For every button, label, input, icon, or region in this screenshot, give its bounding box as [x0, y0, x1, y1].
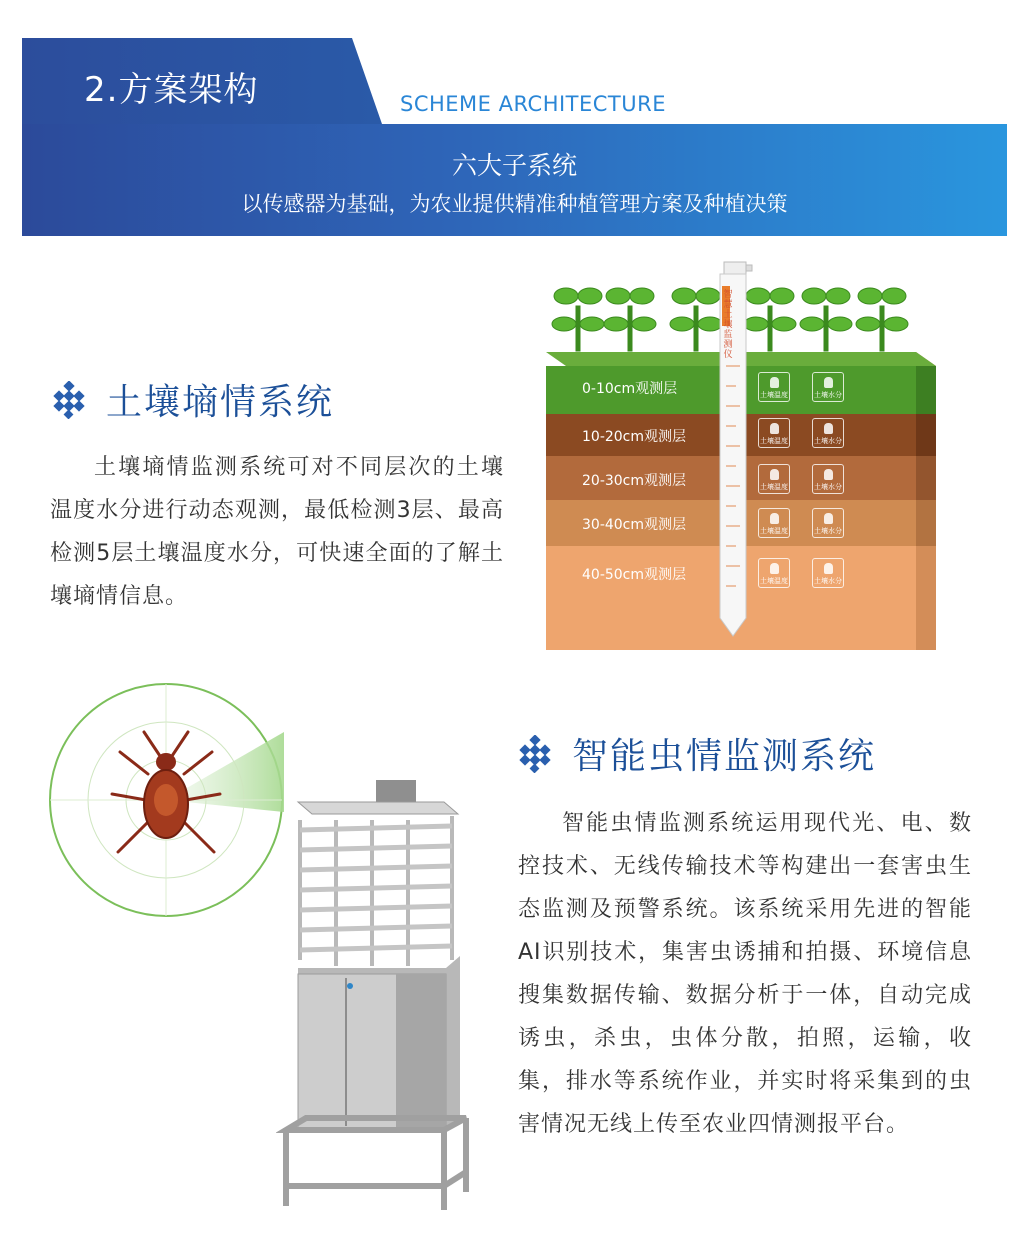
soil-water-badge: 土壤水分: [812, 558, 844, 588]
banner-subtitle: 六大子系统: [451, 151, 577, 180]
soil-water-badge: 土壤水分: [812, 418, 844, 448]
soil-water-badge: 土壤水分: [812, 508, 844, 538]
soil-temp-badge: 土壤温度: [758, 372, 790, 402]
soil-temp-badge: 土壤温度: [758, 508, 790, 538]
soil-water-badge: 土壤水分: [812, 372, 844, 402]
section-title: 2.方案架构: [84, 70, 259, 110]
layer-label-0-10: 0-10cm观测层: [582, 381, 678, 397]
soil-water-badge: 土壤水分: [812, 464, 844, 494]
soil-heading: [50, 374, 334, 425]
insect-trap-device: [276, 780, 472, 1212]
dot-grid-icon: [516, 735, 554, 773]
banner-description: 以传感器为基础，为农业提供精准种植管理方案及种植决策: [241, 192, 788, 216]
layer-label-40-50: 40-50cm观测层: [582, 567, 687, 583]
soil-temp-badge: 土壤温度: [758, 418, 790, 448]
soil-temp-badge: 土壤温度: [758, 464, 790, 494]
insect-target-illustration: [48, 682, 284, 918]
soil-description: 土壤墒情监测系统可对不同层次的土壤温度水分进行动态观测，最低检测3层、最高检测5层土壤温度水分，可快速全面的了解土壤墒情信息。: [50, 455, 504, 609]
layer-label-30-40: 30-40cm观测层: [582, 517, 687, 533]
soil-heading-text: 土壤墒情系统: [106, 382, 335, 423]
insect-heading: [516, 728, 876, 779]
section-title-english: SCHEME ARCHITECTURE: [400, 92, 666, 116]
soil-temp-badge: 土壤温度: [758, 558, 790, 588]
layer-label-20-30: 20-30cm观测层: [582, 473, 687, 489]
layer-label-10-20: 10-20cm观测层: [582, 429, 687, 445]
dot-grid-icon: [50, 381, 88, 419]
insect-heading-text: 智能虫情监测系统: [572, 736, 877, 777]
header-banner: [22, 38, 1007, 236]
probe-label: 智慧土壤监测仪: [723, 290, 733, 360]
soil-layers-diagram: [546, 256, 936, 650]
insect-description: 智能虫情监测系统运用现代光、电、数控技术、无线传输技术等构建出一套害虫生态监测及预警系统。该系统采用先进的智能AI识别技术，集害虫诱捕和拍摄、环境信息搜集数据传输、数据分析于一体，自动完成诱虫，杀虫，虫体分散，拍照，运输，收集，排水等系统作业，并实时将采集到的虫害情况无线上传至农业四情测报平台。: [518, 811, 972, 1137]
